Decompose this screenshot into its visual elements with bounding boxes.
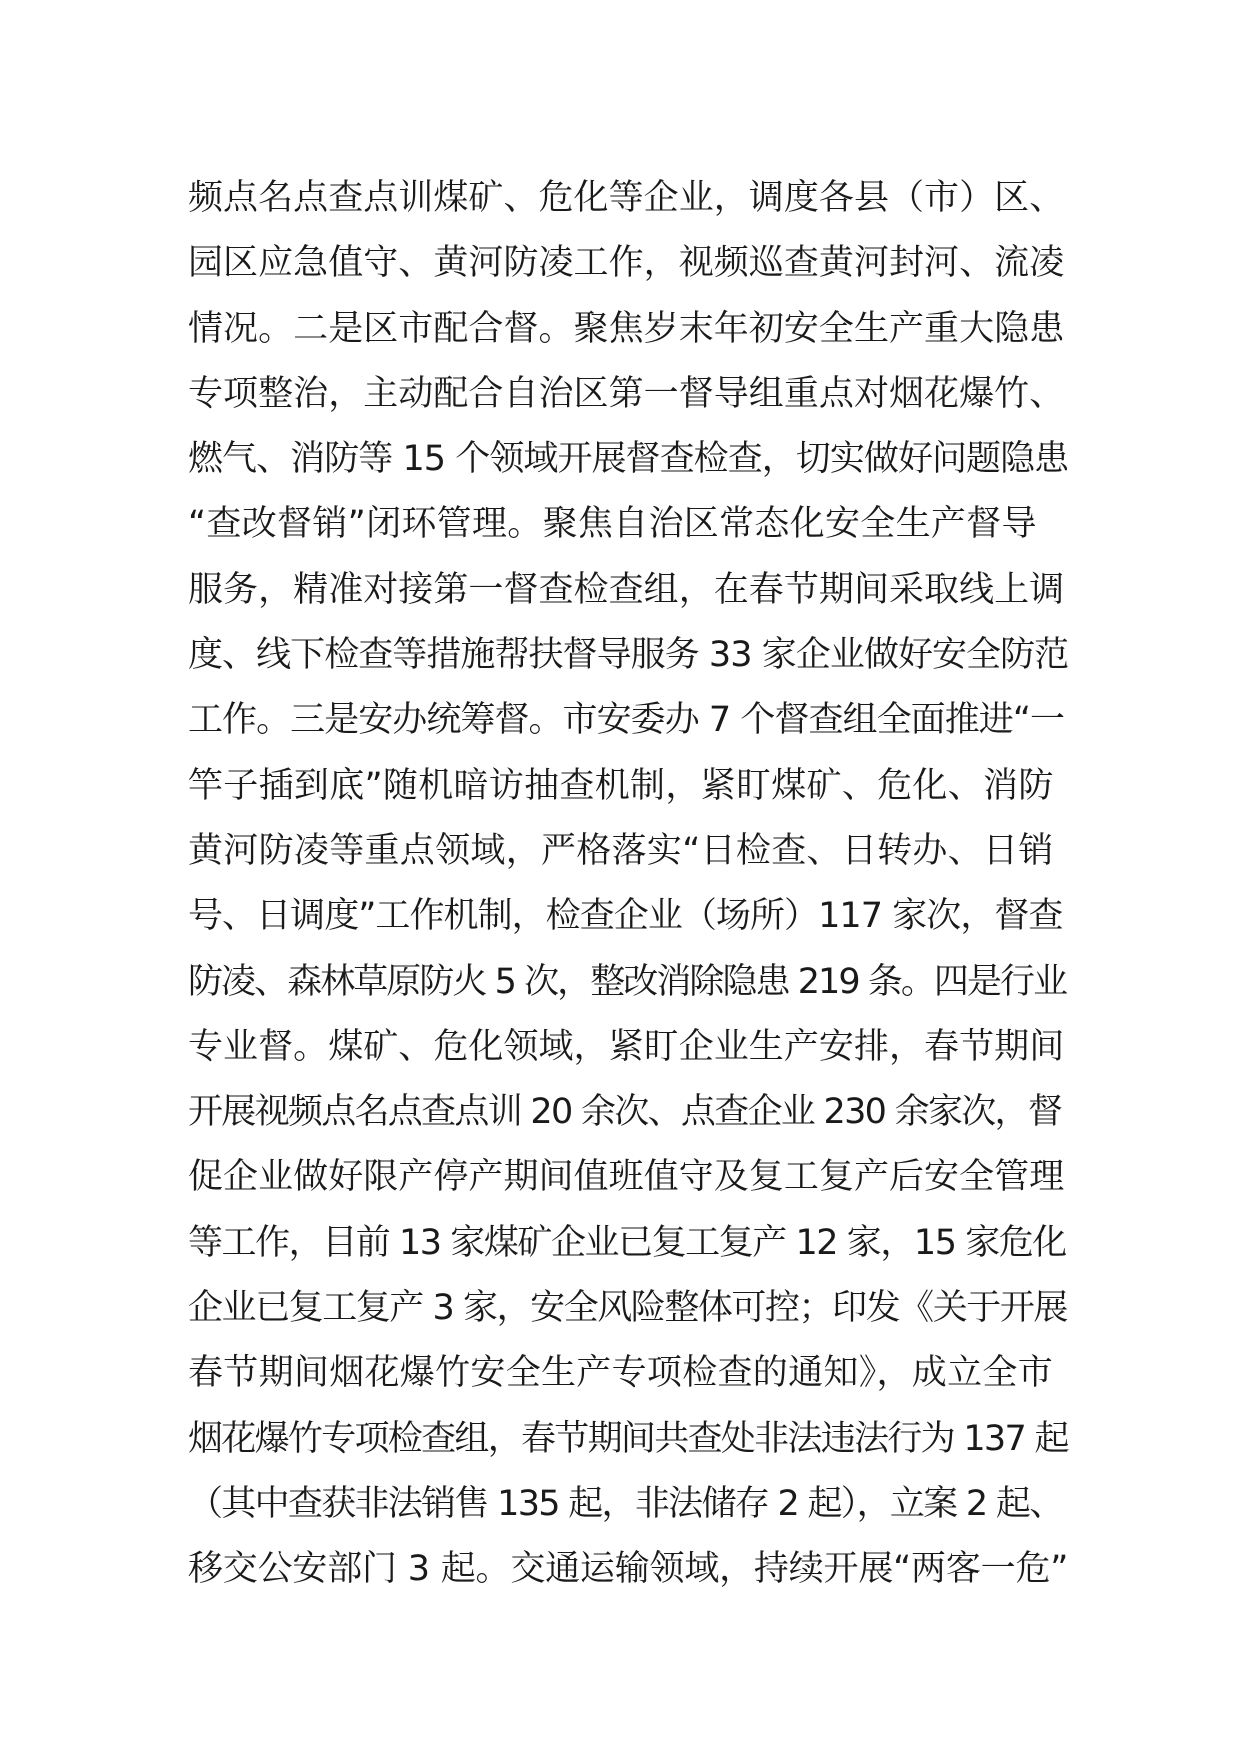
- text-line: 专业督。煤矿、危化领域，紧盯企业生产安排，春节期间: [188, 1026, 1065, 1067]
- text-line: 情况。二是区市配合督。聚焦岁末年初安全生产重大隐患: [188, 308, 1065, 349]
- text-line: 专项整治，主动配合自治区第一督导组重点对烟花爆竹、: [188, 373, 1065, 414]
- body-text: [188, 166, 1068, 1603]
- text-line: 服务，精准对接第一督查检查组，在春节期间采取线上调: [188, 569, 1065, 610]
- text-line: 移交公安部门 3 起。交通运输领域，持续开展“两客一危”: [188, 1549, 1069, 1590]
- text-line: 烟花爆竹专项检查组，春节期间共查处非法违法行为 137 起: [188, 1418, 1068, 1459]
- text-line: 等工作，目前 13 家煤矿企业已复工复产 12 家，15 家危化: [188, 1222, 1066, 1263]
- text-line: 春节期间烟花爆竹安全生产专项检查的通知》，成立全市: [188, 1353, 1054, 1394]
- text-line: 促企业做好限产停产期间值班值守及复工复产后安全管理: [188, 1157, 1065, 1198]
- text-line: 燃气、消防等 15 个领域开展督查检查，切实做好问题隐患: [188, 439, 1069, 480]
- text-line: 企业已复工复产 3 家，安全风险整体可控；印发《关于开展: [188, 1288, 1067, 1329]
- text-line: 开展视频点名点查点训 20 余次、点查企业 230 余家次，督: [188, 1092, 1062, 1133]
- text-line: 园区应急值守、黄河防凌工作，视频巡查黄河封河、流凌: [188, 243, 1065, 284]
- text-line: 竿子插到底”随机暗访抽查机制，紧盯煤矿、危化、消防: [188, 765, 1054, 806]
- text-line: “查改督销”闭环管理。聚焦自治区常态化安全生产督导: [188, 504, 1037, 545]
- text-line: 防凌、森林草原防火 5 次，整改消除隐患 219 条。四是行业: [188, 961, 1067, 1002]
- text-line: 频点名点查点训煤矿、危化等企业，调度各县（市）区、: [188, 178, 1065, 218]
- text-line: 工作。三是安办统筹督。市安委办 7 个督查组全面推进“一: [188, 700, 1065, 741]
- text-line: （其中查获非法销售 135 起，非法储存 2 起），立案 2 起、: [188, 1483, 1063, 1524]
- text-line: 黄河防凌等重点领域，严格落实“日检查、日转办、日销: [188, 830, 1054, 871]
- text-line: 度、线下检查等措施帮扶督导服务 33 家企业做好安全防范: [188, 635, 1069, 676]
- text-line: 号、日调度”工作机制，检查企业（场所）117 家次，督查: [188, 896, 1063, 937]
